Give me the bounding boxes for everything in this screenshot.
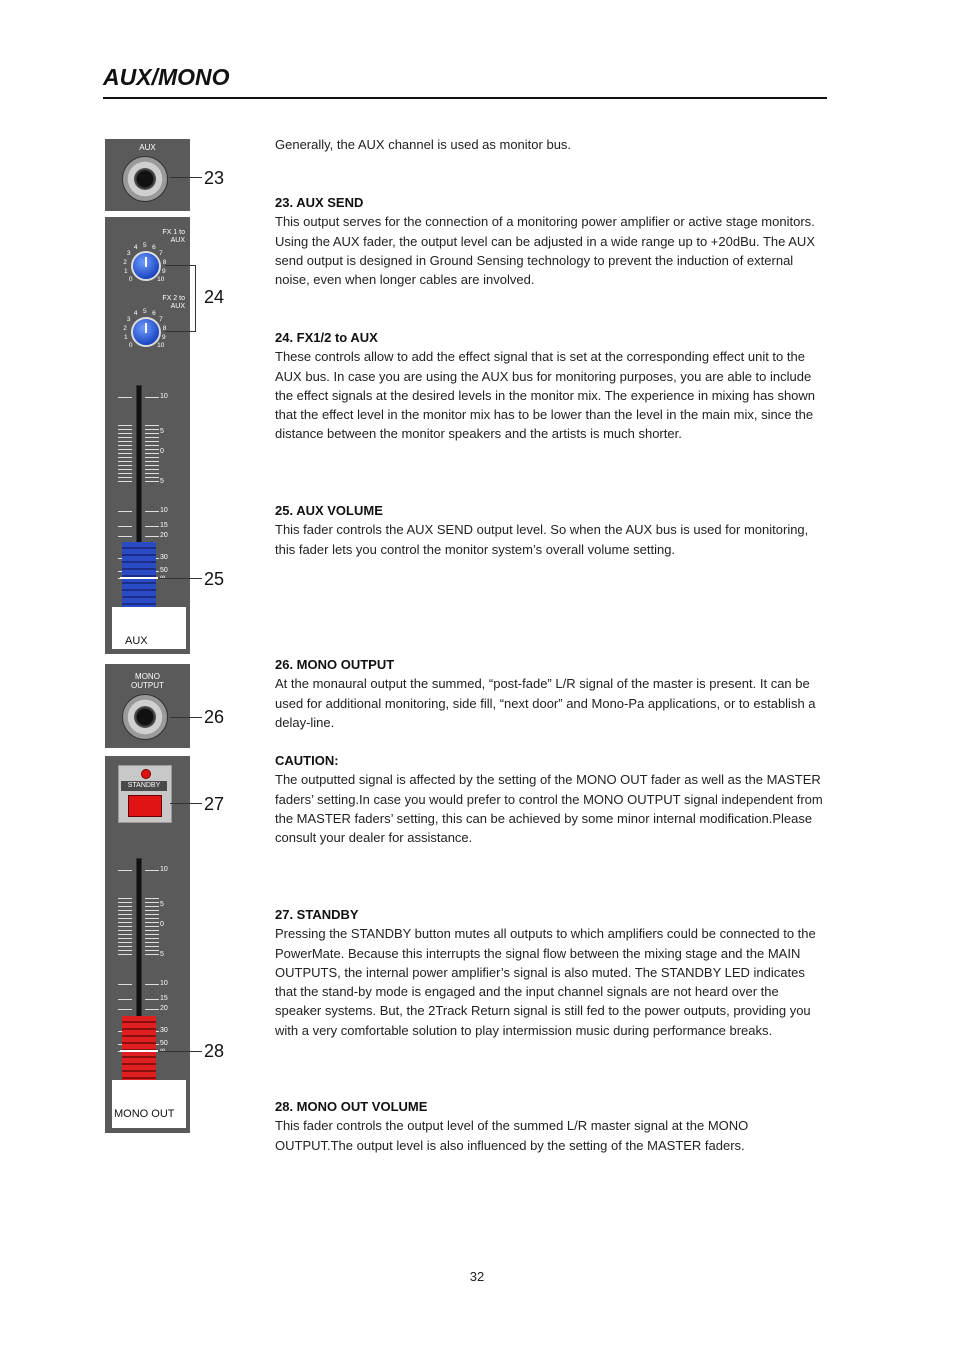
fader-tick bbox=[118, 1009, 132, 1010]
fader-tick bbox=[118, 999, 132, 1000]
aux-volume-fader[interactable] bbox=[122, 542, 156, 614]
fader-tick bbox=[118, 441, 132, 442]
fader-tick bbox=[145, 429, 159, 430]
fader-tick bbox=[145, 999, 159, 1000]
title-rule bbox=[103, 97, 827, 99]
fader-scale-number: 10 bbox=[160, 866, 168, 873]
fader-tick bbox=[118, 437, 132, 438]
fader-tick bbox=[145, 465, 159, 466]
aux-fader-label: AUX bbox=[125, 635, 148, 647]
fader-tick bbox=[118, 930, 132, 931]
knob-scale-number: 4 bbox=[133, 310, 138, 318]
fader-tick bbox=[118, 898, 132, 899]
fader-scale-number: 30 bbox=[160, 1027, 168, 1034]
section-24-heading: 24. FX1/2 to AUX bbox=[275, 330, 378, 345]
callout-line-27 bbox=[170, 803, 202, 804]
fader-scale-number: 0 bbox=[160, 448, 164, 455]
fader-scale-number: 15 bbox=[160, 995, 168, 1002]
section-26-body: At the monaural output the summed, “post-fade” L/R signal of the master is present. It can be used for additional monitoring, side fill, “next door” and Mono-Pa applications, or to establish a delay-line. bbox=[275, 676, 816, 730]
fader-tick bbox=[118, 461, 132, 462]
fader-tick bbox=[118, 902, 132, 903]
knob-scale-number: 0 bbox=[128, 276, 133, 284]
page-number: 32 bbox=[469, 1269, 485, 1284]
callout-line-26 bbox=[170, 717, 202, 718]
fader-tick bbox=[118, 926, 132, 927]
mono-output-panel bbox=[105, 664, 190, 748]
fader-tick bbox=[145, 511, 159, 512]
fader-tick bbox=[118, 453, 132, 454]
aux-send-panel bbox=[105, 139, 190, 211]
knob-scale-number: 5 bbox=[143, 308, 147, 315]
callout-line-25 bbox=[158, 578, 202, 579]
fader-tick bbox=[118, 914, 132, 915]
fader-tick bbox=[145, 445, 159, 446]
section-25-body: This fader controls the AUX SEND output level. So when the AUX bus is used for monitoring, this fader lets you control the monitor system’s overall volume setting. bbox=[275, 522, 809, 557]
fader-tick bbox=[145, 526, 159, 527]
fader-tick bbox=[145, 898, 159, 899]
knob-scale-number: 2 bbox=[123, 324, 127, 332]
aux-send-jack[interactable] bbox=[122, 156, 168, 202]
intro-text: Generally, the AUX channel is used as monitor bus. bbox=[275, 137, 572, 152]
callout-25: 25 bbox=[204, 569, 225, 589]
fader-tick bbox=[118, 954, 132, 955]
callout-26: 26 bbox=[204, 707, 225, 727]
section-26 bbox=[275, 655, 827, 732]
knob-scale-number: 1 bbox=[123, 334, 128, 342]
callout-line-23 bbox=[170, 177, 202, 178]
section-23 bbox=[275, 193, 827, 289]
fader-tick bbox=[118, 425, 132, 426]
fader-tick bbox=[118, 469, 132, 470]
section-28-heading: 28. MONO OUT VOLUME bbox=[275, 1099, 428, 1114]
fader-tick bbox=[118, 481, 132, 482]
fader-tick bbox=[145, 477, 159, 478]
callout-27: 27 bbox=[204, 794, 225, 814]
callout-23: 23 bbox=[204, 168, 225, 188]
fader-tick bbox=[118, 397, 132, 398]
fader-scale-number: 20 bbox=[160, 532, 168, 539]
fader-tick bbox=[145, 433, 159, 434]
fader-tick bbox=[145, 922, 159, 923]
fx2-knob-label: FX 2 to AUX bbox=[162, 295, 185, 310]
fader-tick bbox=[145, 870, 159, 871]
fader-tick bbox=[145, 954, 159, 955]
fader-scale-number: 30 bbox=[160, 554, 168, 561]
section-28 bbox=[275, 1097, 827, 1155]
aux-fader-label-box bbox=[112, 607, 186, 649]
fader-tick bbox=[118, 918, 132, 919]
fader-tick bbox=[118, 984, 132, 985]
caution-section bbox=[275, 751, 827, 847]
fader-scale-number: 10 bbox=[160, 980, 168, 987]
knob-scale-number: 3 bbox=[126, 316, 131, 324]
fader-scale-number: 0 bbox=[160, 921, 164, 928]
fader-tick bbox=[145, 453, 159, 454]
fader-tick bbox=[145, 918, 159, 919]
callout-24: 24 bbox=[204, 287, 225, 307]
knob-scale-number: 6 bbox=[152, 310, 156, 318]
fader-tick bbox=[145, 425, 159, 426]
knob-scale-number: 0 bbox=[128, 342, 133, 350]
fader-tick bbox=[145, 461, 159, 462]
fader-tick bbox=[145, 942, 159, 943]
fader-tick bbox=[118, 511, 132, 512]
fader-tick bbox=[145, 946, 159, 947]
section-25-heading: 25. AUX VOLUME bbox=[275, 503, 383, 518]
fader-tick bbox=[118, 910, 132, 911]
standby-led bbox=[141, 769, 151, 779]
section-27 bbox=[275, 905, 827, 1040]
fader-tick bbox=[145, 914, 159, 915]
fader-scale-number: 10 bbox=[160, 393, 168, 400]
fader-tick bbox=[118, 526, 132, 527]
fader-tick bbox=[118, 457, 132, 458]
fader-tick bbox=[145, 473, 159, 474]
fader-tick bbox=[145, 1009, 159, 1010]
fader-tick bbox=[145, 926, 159, 927]
fader-tick bbox=[145, 950, 159, 951]
fader-tick bbox=[145, 536, 159, 537]
knob-scale-number: 7 bbox=[159, 316, 163, 324]
mono-output-label: MONO OUTPUT bbox=[131, 672, 164, 690]
knob-scale-number: 6 bbox=[152, 244, 156, 252]
section-23-body: This output serves for the connection of a monitoring power amplifier or active stage monitors. Using the AUX fader, the output level can be adjusted in a wide range up to +20dBu. The AUX send output is designed in Ground Sensing technology to prevent the induction of external noise, even when longer cables are involved. bbox=[275, 214, 815, 288]
fader-tick bbox=[118, 922, 132, 923]
fader-tick bbox=[118, 536, 132, 537]
section-23-heading: 23. AUX SEND bbox=[275, 195, 364, 210]
fader-tick bbox=[118, 449, 132, 450]
fader-scale-number: 50 bbox=[160, 567, 168, 574]
knob-scale-number: 2 bbox=[123, 258, 127, 266]
fader-scale-number: 20 bbox=[160, 1005, 168, 1012]
fader-tick bbox=[118, 473, 132, 474]
knob-scale-number: 4 bbox=[133, 244, 138, 252]
section-26-heading: 26. MONO OUTPUT bbox=[275, 657, 395, 672]
fader-tick bbox=[145, 397, 159, 398]
mono-fader-label: MONO OUT bbox=[114, 1108, 175, 1120]
fader-tick bbox=[145, 930, 159, 931]
fader-tick bbox=[118, 445, 132, 446]
fader-tick bbox=[145, 469, 159, 470]
caution-heading: CAUTION: bbox=[275, 753, 339, 768]
fader-tick bbox=[118, 938, 132, 939]
fader-cap-line bbox=[120, 577, 158, 579]
mono-out-volume-fader[interactable] bbox=[122, 1016, 156, 1088]
fader-scale-number: 10 bbox=[160, 507, 168, 514]
fader-tick bbox=[145, 457, 159, 458]
fader-tick bbox=[145, 906, 159, 907]
section-27-body: Pressing the STANDBY button mutes all outputs to which amplifiers could be connected to the PowerMate. Because this interrupts the signal flow between the mixing stage and the MAIN OUTPUTS, the internal power amplifier’s signal is also muted. The STANDBY LED indicates that the stand-by mode is engaged and the input channel signals are not heard over the speaker systems. But, the 2Track Return signal is still fed to the power outputs, providing you with a very comfortable solution to play intermission music during performance breaks. bbox=[275, 926, 816, 1038]
fx1-knob-label: FX 1 to AUX bbox=[162, 229, 185, 244]
fader-tick bbox=[118, 942, 132, 943]
fader-tick bbox=[145, 481, 159, 482]
fader-tick bbox=[145, 441, 159, 442]
fader-tick bbox=[118, 465, 132, 466]
fader-tick bbox=[145, 938, 159, 939]
knob-scale-number: 9 bbox=[162, 334, 166, 342]
fader-scale-number: 50 bbox=[160, 1040, 168, 1047]
knob-scale-number: 8 bbox=[162, 258, 167, 266]
fader-tick bbox=[118, 950, 132, 951]
section-24 bbox=[275, 328, 827, 444]
fader-tick bbox=[118, 870, 132, 871]
fader-tick bbox=[118, 946, 132, 947]
fader-tick bbox=[145, 984, 159, 985]
callout-line-28 bbox=[158, 1051, 202, 1052]
standby-button[interactable] bbox=[128, 795, 162, 817]
fader-tick bbox=[145, 437, 159, 438]
mono-channel-panel bbox=[105, 756, 190, 1133]
knob-scale-number: 7 bbox=[159, 250, 163, 258]
fader-scale-number: 5 bbox=[160, 478, 164, 485]
knob-scale-number: 10 bbox=[157, 276, 165, 284]
fader-tick bbox=[118, 906, 132, 907]
fader-cap-line bbox=[120, 1050, 158, 1052]
fader-scale-number: 5 bbox=[160, 951, 164, 958]
fader-tick bbox=[145, 449, 159, 450]
fader-tick bbox=[145, 910, 159, 911]
fader-scale-number: 5 bbox=[160, 901, 164, 908]
fader-tick bbox=[118, 433, 132, 434]
page-title: AUX/MONO bbox=[103, 64, 230, 90]
fader-scale-number: 15 bbox=[160, 522, 168, 529]
fader-tick bbox=[145, 902, 159, 903]
section-25 bbox=[275, 501, 827, 559]
fader-tick bbox=[145, 934, 159, 935]
knob-scale-number: 3 bbox=[126, 250, 131, 258]
section-28-body: This fader controls the output level of the summed L/R master signal at the MONO OUTPUT.The output level is also influenced by the setting of the MASTER faders. bbox=[275, 1118, 749, 1153]
fader-tick bbox=[118, 429, 132, 430]
knob-scale-number: 9 bbox=[162, 268, 166, 276]
section-27-heading: 27. STANDBY bbox=[275, 907, 359, 922]
section-24-body: These controls allow to add the effect signal that is set at the corresponding effect unit to the AUX bus. In case you are using the AUX bus for monitoring purposes, you are able to include the effect signals at the desired levels in the monitor mix. The experience in mixing has shown that the effect level in the monitor mix has to be lower than the level in the main mix, since the distance between the monitor speakers and the artists is much shorter. bbox=[275, 349, 816, 442]
knob-scale-number: 5 bbox=[143, 242, 147, 249]
caution-body: The outputted signal is affected by the setting of the MONO OUT fader as well as the MASTER faders’ setting.In case you would prefer to control the MONO OUTPUT signal independent from the MASTER faders’ setting, this can be achieved by some minor internal modification.Please consult your dealer for assistance. bbox=[275, 772, 823, 846]
standby-section bbox=[118, 765, 172, 823]
knob-scale-number: 8 bbox=[162, 324, 167, 332]
knob-scale-number: 1 bbox=[123, 268, 128, 276]
mono-output-jack[interactable] bbox=[122, 694, 168, 740]
fader-tick bbox=[118, 477, 132, 478]
standby-label: STANDBY bbox=[121, 781, 167, 791]
fader-scale-number: 5 bbox=[160, 428, 164, 435]
fader-tick bbox=[118, 934, 132, 935]
aux-jack-label: AUX bbox=[139, 143, 156, 152]
callout-28: 28 bbox=[204, 1041, 225, 1061]
mono-fader-label-box bbox=[112, 1080, 186, 1128]
callout-bracket-24 bbox=[162, 265, 196, 332]
knob-scale-number: 10 bbox=[157, 342, 165, 350]
